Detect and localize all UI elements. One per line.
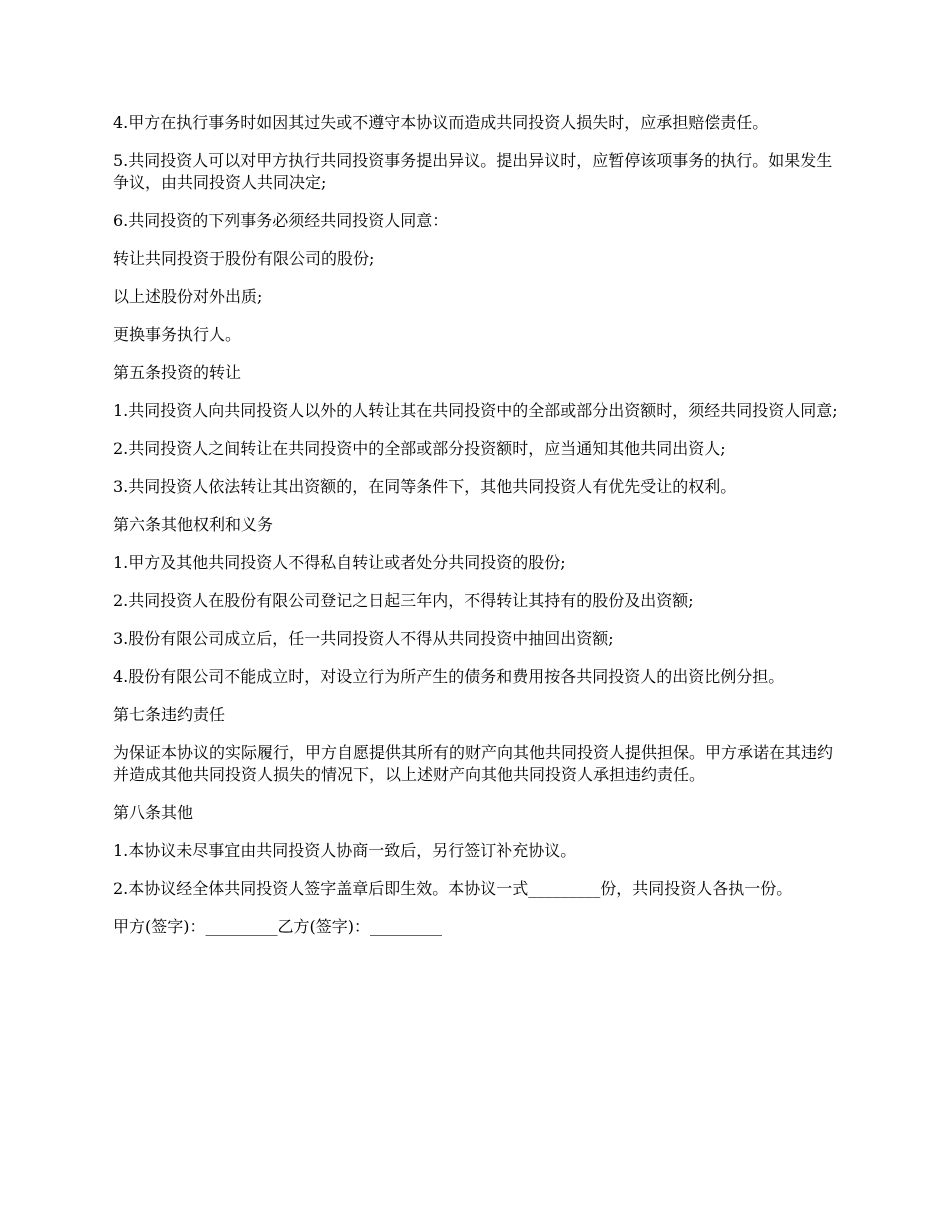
document-body bbox=[113, 112, 838, 938]
consent-item-pledge: 以上述股份对外出质; bbox=[113, 287, 263, 306]
article-8-item-2: 2.本协议经全体共同投资人签字盖章后即生效。本协议一式_________份，共同投资人各执一份。 bbox=[113, 879, 793, 898]
article-5-item-1: 1.共同投资人向共同投资人以外的人转让其在共同投资中的全部或部分出资额时，须经共同投资人同意; bbox=[113, 401, 838, 420]
clause-5-objection: 5.共同投资人可以对甲方执行共同投资事务提出异议。提出异议时，应暂停该项事务的执行。如果发生争议，由共同投资人共同决定; bbox=[113, 151, 833, 192]
article-5-heading: 第五条投资的转让 bbox=[113, 363, 242, 382]
consent-item-executor: 更换事务执行人。 bbox=[113, 325, 242, 344]
clause-6-consent: 6.共同投资的下列事务必须经共同投资人同意： bbox=[113, 211, 449, 230]
article-6-item-1: 1.甲方及其他共同投资人不得私自转让或者处分共同投资的股份; bbox=[113, 553, 566, 572]
article-6-item-4: 4.股份有限公司不能成立时，对设立行为所产生的债务和费用按各共同投资人的出资比例分担。 bbox=[113, 667, 785, 686]
consent-item-transfer: 转让共同投资于股份有限公司的股份; bbox=[113, 249, 375, 268]
signature-line: 甲方(签字)：_________乙方(签字)：_________ bbox=[113, 917, 442, 936]
article-7-heading: 第七条违约责任 bbox=[113, 705, 226, 724]
article-6-heading: 第六条其他权利和义务 bbox=[113, 515, 274, 534]
article-8-item-1: 1.本协议未尽事宜由共同投资人协商一致后，另行签订补充协议。 bbox=[113, 841, 577, 860]
article-5-item-3: 3.共同投资人依法转让其出资额的，在同等条件下，其他共同投资人有优先受让的权利。 bbox=[113, 477, 737, 496]
article-7-body: 为保证本协议的实际履行，甲方自愿提供其所有的财产向其他共同投资人提供担保。甲方承诺在其违约并造成其他共同投资人损失的情况下，以上述财产向其他共同投资人承担违约责任。 bbox=[113, 743, 834, 784]
article-6-item-3: 3.股份有限公司成立后，任一共同投资人不得从共同投资中抽回出资额; bbox=[113, 629, 614, 648]
article-5-item-2: 2.共同投资人之间转让在共同投资中的全部或部分投资额时，应当通知其他共同出资人; bbox=[113, 439, 726, 458]
clause-4-liability: 4.甲方在执行事务时如因其过失或不遵守本协议而造成共同投资人损失时，应承担赔偿责任。 bbox=[113, 113, 769, 132]
article-6-item-2: 2.共同投资人在股份有限公司登记之日起三年内，不得转让其持有的股份及出资额; bbox=[113, 591, 694, 610]
article-8-heading: 第八条其他 bbox=[113, 803, 194, 822]
